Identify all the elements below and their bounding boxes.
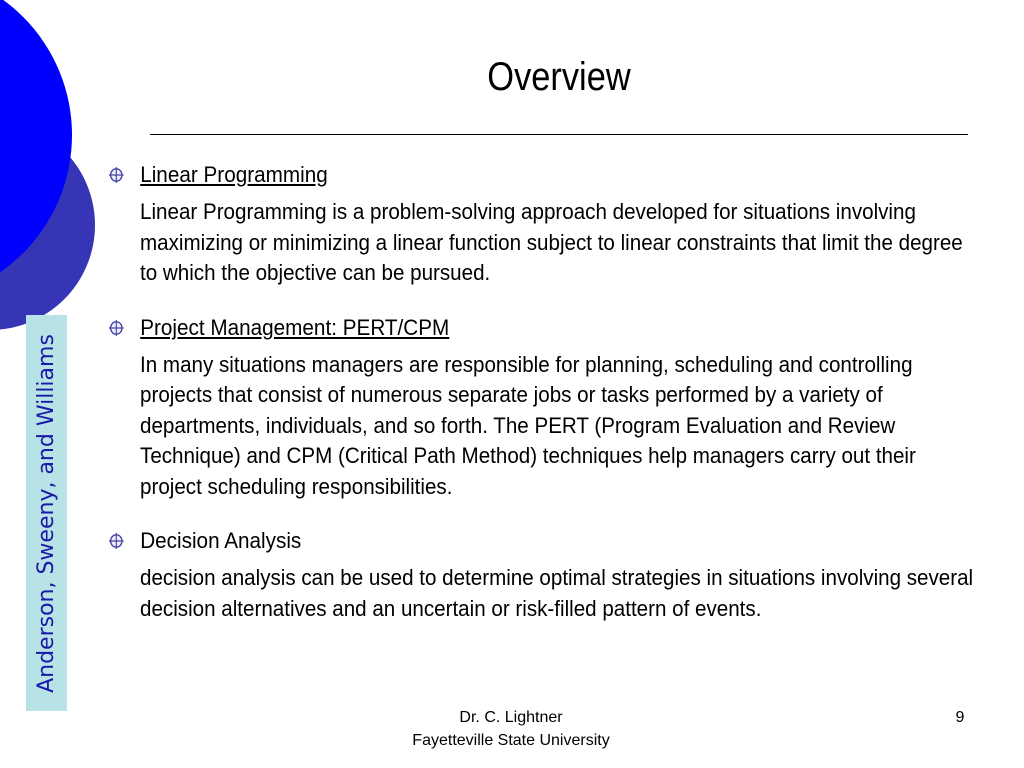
section-linear-programming bbox=[108, 160, 988, 289]
side-label-container bbox=[26, 315, 67, 711]
section-heading-label: Decision Analysis bbox=[140, 528, 302, 553]
crosshair-circle-bullet-icon bbox=[108, 532, 125, 550]
section-heading-label: Project Management: PERT/CPM bbox=[140, 314, 450, 340]
page-number: 9 bbox=[955, 709, 965, 726]
slide-content bbox=[108, 160, 988, 624]
section-heading bbox=[108, 160, 918, 190]
crosshair-circle-bullet-icon bbox=[108, 319, 125, 337]
footer-author-block bbox=[340, 706, 682, 752]
section-heading-label: Linear Programming bbox=[140, 162, 328, 187]
section-decision-analysis bbox=[108, 526, 988, 624]
section-project-management bbox=[108, 313, 988, 503]
section-heading bbox=[108, 313, 918, 343]
title-divider bbox=[150, 134, 968, 135]
section-body: In many situations managers are responsible for planning, scheduling and controlling projects that consist of numerous separate jobs or tasks performed by a variety of departments, individuals, and so forth. The PERT (Program Evaluation and Review Technique) and CPM (Critical Path Method) techniques help managers carry out their project scheduling responsibilities. bbox=[140, 351, 916, 499]
side-label: Anderson, Sweeny, and Williams bbox=[34, 333, 59, 693]
footer-institution: Fayetteville State University bbox=[412, 732, 610, 749]
section-body: decision analysis can be used to determine optimal strategies in situations involving several decision alternatives and an uncertain or risk-filled pattern of events. bbox=[140, 565, 974, 621]
crosshair-circle-bullet-icon bbox=[108, 166, 125, 184]
slide-title: Overview bbox=[487, 55, 631, 99]
section-body: Linear Programming is a problem-solving approach developed for situations involving maximizing or minimizing a linear function subject to linear constraints that limit the degree to which the objective can be pursued. bbox=[140, 199, 963, 285]
footer-author: Dr. C. Lightner bbox=[459, 709, 563, 726]
section-heading bbox=[108, 526, 918, 556]
